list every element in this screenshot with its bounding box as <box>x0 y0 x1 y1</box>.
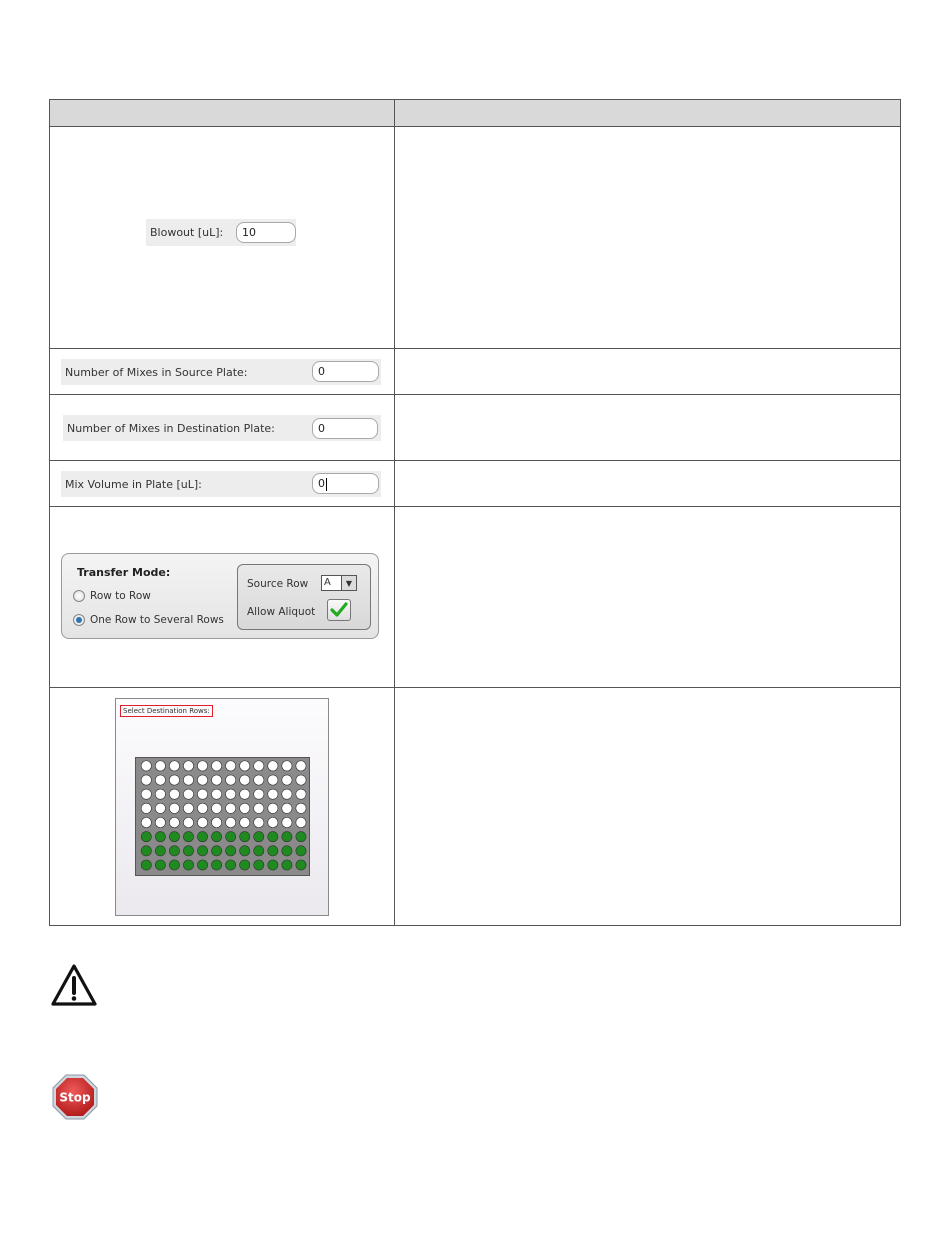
table-row <box>50 688 901 926</box>
plate-well[interactable] <box>296 803 306 813</box>
blowout-description-cell <box>395 127 901 349</box>
header-cell-left <box>50 100 395 127</box>
header-cell-right <box>395 100 901 127</box>
plate-well[interactable] <box>254 817 264 827</box>
source-row-value: A <box>324 577 331 588</box>
source-row-label: Source Row <box>247 578 309 590</box>
plate-well[interactable] <box>240 789 250 799</box>
well-plate-grid[interactable] <box>135 757 310 876</box>
svg-text:Stop: Stop <box>59 1090 91 1105</box>
plate-well[interactable] <box>240 860 250 870</box>
transfer-mode-description-cell <box>395 507 901 688</box>
plate-well[interactable] <box>282 775 292 785</box>
mix-volume-value: 0 <box>318 477 325 490</box>
plate-well[interactable] <box>226 761 236 771</box>
plate-well[interactable] <box>240 817 250 827</box>
mixes-source-field-group <box>61 359 381 385</box>
plate-well[interactable] <box>183 860 193 870</box>
mix-volume-description-cell <box>395 461 901 507</box>
plate-well[interactable] <box>183 832 193 842</box>
destination-rows-description-cell <box>395 688 901 926</box>
plate-well[interactable] <box>141 860 151 870</box>
plate-well[interactable] <box>254 803 264 813</box>
plate-well[interactable] <box>296 817 306 827</box>
radio-button[interactable] <box>73 590 85 602</box>
plate-well[interactable] <box>197 761 207 771</box>
mix-volume-input[interactable] <box>312 473 379 494</box>
plate-well[interactable] <box>141 832 151 842</box>
plate-well[interactable] <box>141 803 151 813</box>
table-row <box>50 507 901 688</box>
radio-button-selected[interactable] <box>73 614 85 626</box>
plate-well[interactable] <box>240 846 250 856</box>
plate-well[interactable] <box>296 860 306 870</box>
table-row <box>50 349 901 395</box>
plate-well[interactable] <box>169 846 179 856</box>
mixes-destination-cell <box>50 395 395 461</box>
plate-well[interactable] <box>141 846 151 856</box>
warning-triangle-icon <box>50 963 98 1007</box>
table-row <box>50 395 901 461</box>
plate-well[interactable] <box>197 846 207 856</box>
plate-well[interactable] <box>169 789 179 799</box>
plate-well[interactable] <box>169 803 179 813</box>
radio-one-row-to-several[interactable] <box>73 614 224 626</box>
radio-label: One Row to Several Rows <box>90 614 224 626</box>
table-row <box>50 461 901 507</box>
plate-well[interactable] <box>254 846 264 856</box>
plate-well[interactable] <box>282 803 292 813</box>
transfer-mode-panel <box>61 553 379 639</box>
plate-well[interactable] <box>155 775 165 785</box>
plate-well[interactable] <box>226 803 236 813</box>
source-row-select[interactable] <box>321 575 357 591</box>
plate-well[interactable] <box>254 789 264 799</box>
plate-well[interactable] <box>155 832 165 842</box>
plate-well[interactable] <box>296 846 306 856</box>
table-row <box>50 127 901 349</box>
table-header-row <box>50 100 901 127</box>
mixes-destination-description-cell <box>395 395 901 461</box>
plate-well[interactable] <box>183 789 193 799</box>
plate-well[interactable] <box>183 846 193 856</box>
plate-well[interactable] <box>282 860 292 870</box>
plate-well[interactable] <box>211 817 221 827</box>
blowout-label: Blowout [uL]: <box>150 226 224 239</box>
plate-well[interactable] <box>268 789 278 799</box>
radio-label: Row to Row <box>90 590 151 602</box>
plate-well[interactable] <box>169 860 179 870</box>
plate-well[interactable] <box>169 817 179 827</box>
stop-sign-icon <box>51 1073 99 1121</box>
plate-well[interactable] <box>155 846 165 856</box>
plate-well[interactable] <box>211 803 221 813</box>
plate-well[interactable] <box>282 846 292 856</box>
plate-well[interactable] <box>296 761 306 771</box>
parameter-table <box>49 99 901 926</box>
mixes-source-input[interactable]: 0 <box>312 361 379 382</box>
plate-well[interactable] <box>141 761 151 771</box>
plate-well[interactable] <box>183 803 193 813</box>
mix-volume-cell <box>50 461 395 507</box>
plate-well[interactable] <box>226 817 236 827</box>
plate-well[interactable] <box>141 817 151 827</box>
mixes-destination-field-group <box>63 415 381 441</box>
mix-volume-label: Mix Volume in Plate [uL]: <box>65 477 202 491</box>
text-caret <box>326 478 327 491</box>
mixes-source-description-cell <box>395 349 901 395</box>
plate-well[interactable] <box>141 775 151 785</box>
transfer-mode-title: Transfer Mode: <box>77 566 171 579</box>
plate-well[interactable] <box>240 761 250 771</box>
plate-well[interactable] <box>211 860 221 870</box>
plate-well[interactable] <box>282 817 292 827</box>
plate-well[interactable] <box>211 832 221 842</box>
mixes-source-cell <box>50 349 395 395</box>
plate-well[interactable] <box>282 832 292 842</box>
plate-well[interactable] <box>197 817 207 827</box>
plate-well[interactable] <box>155 803 165 813</box>
mixes-destination-label: Number of Mixes in Destination Plate: <box>67 421 275 435</box>
transfer-mode-cell <box>50 507 395 688</box>
plate-well[interactable] <box>169 832 179 842</box>
plate-well[interactable] <box>197 803 207 813</box>
plate-well[interactable] <box>226 860 236 870</box>
plate-well[interactable] <box>282 761 292 771</box>
plate-well[interactable] <box>183 775 193 785</box>
plate-well[interactable] <box>183 761 193 771</box>
plate-well[interactable] <box>296 775 306 785</box>
plate-well[interactable] <box>197 860 207 870</box>
plate-well[interactable] <box>211 846 221 856</box>
plate-well[interactable] <box>197 789 207 799</box>
plate-well[interactable] <box>268 817 278 827</box>
destination-rows-cell <box>50 688 395 926</box>
plate-well[interactable] <box>296 789 306 799</box>
plate-well[interactable] <box>211 789 221 799</box>
plate-well[interactable] <box>254 860 264 870</box>
allow-aliquot-label: Allow Aliquot <box>247 606 316 618</box>
blowout-input[interactable]: 10 <box>236 222 296 243</box>
allow-aliquot-checkbox[interactable] <box>327 599 351 621</box>
mixes-destination-input[interactable]: 0 <box>312 418 378 439</box>
plate-well[interactable] <box>226 775 236 785</box>
plate-well[interactable] <box>268 775 278 785</box>
plate-well[interactable] <box>240 803 250 813</box>
plate-well[interactable] <box>155 817 165 827</box>
source-row-group <box>237 564 371 630</box>
plate-well[interactable] <box>268 832 278 842</box>
plate-well[interactable] <box>169 775 179 785</box>
plate-well[interactable] <box>141 789 151 799</box>
plate-well[interactable] <box>155 761 165 771</box>
plate-well[interactable] <box>296 832 306 842</box>
mixes-source-label: Number of Mixes in Source Plate: <box>65 365 248 379</box>
plate-well[interactable] <box>155 789 165 799</box>
plate-well[interactable] <box>197 832 207 842</box>
plate-well[interactable] <box>268 860 278 870</box>
plate-well[interactable] <box>240 775 250 785</box>
plate-well[interactable] <box>254 832 264 842</box>
blowout-cell <box>50 127 395 349</box>
radio-row-to-row[interactable] <box>73 590 151 602</box>
plate-well[interactable] <box>268 761 278 771</box>
plate-well[interactable] <box>226 846 236 856</box>
plate-well[interactable] <box>211 775 221 785</box>
plate-well[interactable] <box>211 761 221 771</box>
mix-volume-field-group <box>61 471 381 497</box>
plate-well[interactable] <box>282 789 292 799</box>
plate-well[interactable] <box>183 817 193 827</box>
plate-well[interactable] <box>226 832 236 842</box>
plate-well[interactable] <box>268 803 278 813</box>
dropdown-arrow-icon[interactable]: ▼ <box>341 576 356 590</box>
plate-well[interactable] <box>254 761 264 771</box>
plate-well[interactable] <box>268 846 278 856</box>
blowout-field-group <box>146 219 296 246</box>
plate-well[interactable] <box>155 860 165 870</box>
select-destination-rows-label: Select Destination Rows: <box>120 705 213 717</box>
plate-well[interactable] <box>254 775 264 785</box>
plate-well[interactable] <box>240 832 250 842</box>
destination-plate-panel <box>115 698 329 916</box>
checkmark-icon <box>330 602 348 618</box>
plate-well[interactable] <box>169 761 179 771</box>
plate-well[interactable] <box>197 775 207 785</box>
plate-well[interactable] <box>226 789 236 799</box>
